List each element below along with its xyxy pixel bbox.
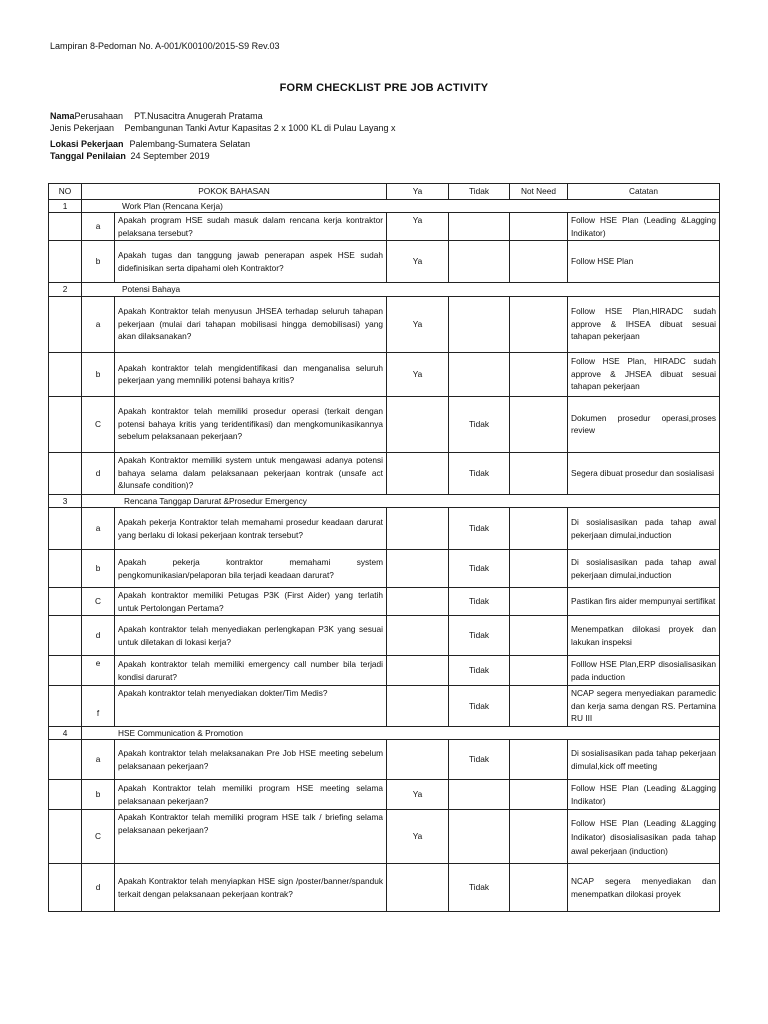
item-not-need	[510, 452, 568, 494]
company-value: PT.Nusacitra Anugerah Pratama	[134, 111, 263, 121]
item-letter: d	[82, 452, 115, 494]
item-ya	[387, 686, 449, 727]
item-not-need	[510, 213, 568, 241]
item-question: Apakah kontraktor telah menyediakan perlengkapan P3K yang sesuai untuk diletakan di lokasi kerja?	[115, 616, 387, 656]
job-value: Pembangunan Tanki Avtur Kapasitas 2 x 1000 KL di Pulau Layang x	[124, 123, 396, 133]
item-ya: Ya	[387, 241, 449, 283]
col-no-header: NO	[49, 184, 82, 200]
item-catatan: NCAP segera menyediakan dan menempatkan dilokasi proyek	[568, 864, 720, 912]
table-row	[49, 656, 720, 686]
company-label-bold: Nama	[50, 111, 75, 121]
item-ya: Ya	[387, 352, 449, 396]
item-question: Apakah Kontraktor memiliki system untuk mengawasi adanya potensi bahaya selama dalam pelaksanaan pekerjaan kontrak (unsafe act &lunsafe condition)?	[115, 452, 387, 494]
section-row	[49, 726, 720, 740]
item-tidak	[449, 810, 510, 864]
table-row	[49, 588, 720, 616]
item-tidak: Tidak	[449, 452, 510, 494]
item-question: Apakah kontraktor telah mengidentifikasi dan menganalisa seluruh pekerjaan yang memniliki potensi bahaya kritis?	[115, 352, 387, 396]
item-tidak: Tidak	[449, 686, 510, 727]
item-question: Apakah Kontraktor telah memiliki program HSE talk / briefing selama pelaksanaan pekerjaan?	[115, 810, 387, 864]
table-row	[49, 296, 720, 352]
item-question: Apakah program HSE sudah masuk dalam rencana kerja kontraktor pelaksana tersebut?	[115, 213, 387, 241]
section-row	[49, 199, 720, 213]
item-question: Apakah kontraktor telah memiliki prosedur operasi (terkait dengan potensi bahaya kritis yang teridentifikasi) dan mengkomunikasikannya sebelum pelaksanaan pekerjaan?	[115, 396, 387, 452]
table-row	[49, 864, 720, 912]
item-catatan: Folllow HSE Plan,ERP disosialisasikan pada induction	[568, 656, 720, 686]
company-label: Perusahaan	[74, 111, 124, 121]
item-ya	[387, 452, 449, 494]
table-row	[49, 508, 720, 550]
section-title: Rencana Tanggap Darurat &Prosedur Emergency	[82, 494, 720, 508]
table-row	[49, 616, 720, 656]
item-ya	[387, 616, 449, 656]
section-title: HSE Communication & Promotion	[82, 726, 720, 740]
section-row	[49, 494, 720, 508]
item-tidak	[449, 213, 510, 241]
form-title: FORM CHECKLIST PRE JOB ACTIVITY	[279, 82, 489, 94]
item-ya	[387, 740, 449, 780]
table-row	[49, 550, 720, 588]
item-not-need	[510, 656, 568, 686]
item-not-need	[510, 740, 568, 780]
item-tidak: Tidak	[449, 508, 510, 550]
document-reference: Lampiran 8-Pedoman No. A-001/K00100/2015-S9 Rev.03	[50, 41, 280, 51]
item-letter: C	[82, 588, 115, 616]
col-catatan-header: Catatan	[568, 184, 720, 200]
item-letter: f	[82, 686, 115, 727]
item-question: Apakah pekerja kontraktor memahami system pengkomunikasian/pelaporan bila terjadi keadaan darurat?	[115, 550, 387, 588]
item-letter: b	[82, 780, 115, 810]
item-ya: Ya	[387, 213, 449, 241]
item-question: Apakah Kontraktor telah memiliki program HSE meeting selama pelaksanaan pekerjaan?	[115, 780, 387, 810]
item-ya	[387, 508, 449, 550]
item-not-need	[510, 588, 568, 616]
item-catatan: Di sosialisasikan pada tahap pekerjaan dimulal,kick off meeting	[568, 740, 720, 780]
item-tidak: Tidak	[449, 616, 510, 656]
item-catatan: Di sosialisasikan pada tahap awal pekerjaan dimulai,induction	[568, 508, 720, 550]
item-not-need	[510, 352, 568, 396]
item-catatan: NCAP segera menyediakan paramedic dan kerja sama dengan RS. Pertamina RU III	[568, 686, 720, 727]
location-value: Palembang-Sumatera Selatan	[129, 139, 251, 149]
item-not-need	[510, 241, 568, 283]
item-question: Apakah kontraktor telah menyediakan dokter/Tim Medis?	[115, 686, 387, 727]
section-title: Work Plan (Rencana Kerja)	[82, 199, 720, 213]
item-tidak: Tidak	[449, 550, 510, 588]
item-not-need	[510, 296, 568, 352]
item-ya	[387, 550, 449, 588]
item-catatan: Follow HSE Plan	[568, 241, 720, 283]
item-letter: a	[82, 508, 115, 550]
table-row	[49, 213, 720, 241]
item-catatan: Follow HSE Plan, HIRADC sudah approve & JHSEA dibuat sesuai tahapan pekerjaan	[568, 352, 720, 396]
table-row	[49, 241, 720, 283]
item-question: Apakah kontraktor telah memiliki emergency call number bila terjadi kondisi darurat?	[115, 656, 387, 686]
item-letter: C	[82, 396, 115, 452]
item-catatan: Follow HSE Plan (Leading &Lagging Indikator) disosialisasikan pada tahap awal pekerjaan (induction)	[568, 810, 720, 864]
section-number: 4	[49, 726, 82, 740]
item-tidak: Tidak	[449, 864, 510, 912]
item-catatan: Follow HSE Plan,HIRADC sudah approve & IHSEA dibuat sesuai tahapan pekerjaan	[568, 296, 720, 352]
section-title: Potensi Bahaya	[82, 283, 720, 297]
date-value: 24 September 2019	[130, 151, 210, 161]
date-label: Tanggal Penilaian	[50, 151, 126, 161]
item-ya	[387, 396, 449, 452]
item-ya: Ya	[387, 810, 449, 864]
item-question: Apakah pekerja Kontraktor telah memahami prosedur keadaan darurat yang berlaku di lokasi pekerjaan kontrak tersebut?	[115, 508, 387, 550]
item-letter: b	[82, 550, 115, 588]
item-tidak: Tidak	[449, 740, 510, 780]
item-letter: C	[82, 810, 115, 864]
item-not-need	[510, 810, 568, 864]
table-row	[49, 686, 720, 727]
item-tidak	[449, 241, 510, 283]
location-label: Lokasi Pekerjaan	[50, 139, 124, 149]
item-not-need	[510, 508, 568, 550]
header-location-row	[50, 138, 250, 150]
item-ya	[387, 588, 449, 616]
item-question: Apakah Kontraktor telah menyusun JHSEA terhadap seluruh tahapan pekerjaan (mulai dari tahapan mobilisasi hingga demobilisasi) yang akan dilaksanakan?	[115, 296, 387, 352]
item-tidak: Tidak	[449, 396, 510, 452]
col-tidak-header: Tidak	[449, 184, 510, 200]
item-letter: a	[82, 296, 115, 352]
item-tidak	[449, 352, 510, 396]
item-question: Apakah Kontraktor telah menyiapkan HSE sign /poster/banner/spanduk terkait dengan pelaksanaan pekerjaan kontrak?	[115, 864, 387, 912]
item-tidak: Tidak	[449, 588, 510, 616]
item-not-need	[510, 550, 568, 588]
table-row	[49, 740, 720, 780]
item-not-need	[510, 616, 568, 656]
item-tidak	[449, 780, 510, 810]
item-ya: Ya	[387, 780, 449, 810]
item-letter: b	[82, 352, 115, 396]
table-row	[49, 452, 720, 494]
item-catatan: Segera dibuat prosedur dan sosialisasi	[568, 452, 720, 494]
table-row	[49, 810, 720, 864]
job-label: Jenis Pekerjaan	[50, 123, 115, 133]
section-row	[49, 283, 720, 297]
col-ya-header: Ya	[387, 184, 449, 200]
item-letter: a	[82, 740, 115, 780]
table-row	[49, 352, 720, 396]
checklist-table	[48, 183, 720, 912]
col-pokok-header: POKOK BAHASAN	[82, 184, 387, 200]
item-ya: Ya	[387, 296, 449, 352]
table-row	[49, 396, 720, 452]
section-number: 1	[49, 199, 82, 213]
item-ya	[387, 864, 449, 912]
header-company-row	[50, 110, 263, 122]
item-ya	[387, 656, 449, 686]
header-date-row	[50, 150, 210, 162]
item-letter: b	[82, 241, 115, 283]
table-header-row	[49, 184, 720, 200]
item-catatan: Menempatkan dilokasi proyek dan lakukan inspeksi	[568, 616, 720, 656]
item-not-need	[510, 396, 568, 452]
item-not-need	[510, 686, 568, 727]
item-question: Apakah kontraktor memiliki Petugas P3K (First Aider) yang terlatih untuk Pertolongan Pertama?	[115, 588, 387, 616]
item-question: Apakah kontraktor telah melaksanakan Pre Job HSE meeting sebelum pelaksanaan pekerjaan?	[115, 740, 387, 780]
item-letter: d	[82, 864, 115, 912]
item-not-need	[510, 864, 568, 912]
item-catatan: Di sosialisasikan pada tahap awal pekerjaan dimulai,induction	[568, 550, 720, 588]
item-letter: d	[82, 616, 115, 656]
col-notneed-header: Not Need	[510, 184, 568, 200]
table-row	[49, 780, 720, 810]
section-number: 3	[49, 494, 82, 508]
item-letter: e	[82, 656, 115, 686]
item-not-need	[510, 780, 568, 810]
item-question: Apakah tugas dan tanggung jawab penerapan aspek HSE sudah didefinisikan serta dipahami oleh Kontraktor?	[115, 241, 387, 283]
item-catatan: Dokumen prosedur operasi,proses review	[568, 396, 720, 452]
item-tidak: Tidak	[449, 656, 510, 686]
header-job-row	[50, 122, 396, 134]
item-tidak	[449, 296, 510, 352]
item-letter: a	[82, 213, 115, 241]
item-catatan: Pastikan firs aider mempunyai sertifikat	[568, 588, 720, 616]
item-catatan: Follow HSE Plan (Leading &Lagging Indikator)	[568, 780, 720, 810]
section-number: 2	[49, 283, 82, 297]
item-catatan: Follow HSE Plan (Leading &Lagging Indikator)	[568, 213, 720, 241]
